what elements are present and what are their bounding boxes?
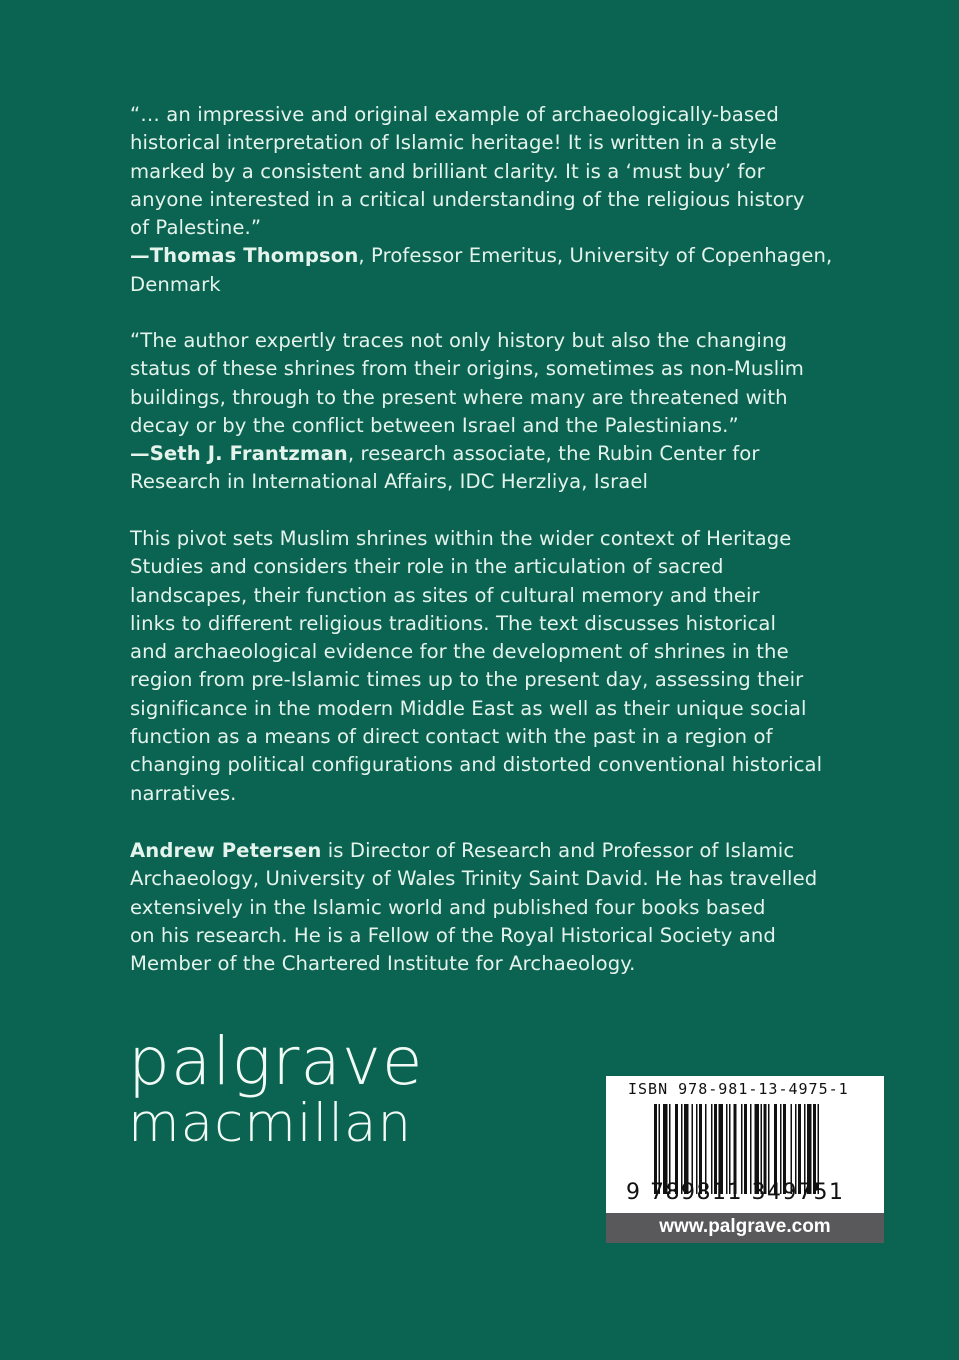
description-line: This pivot sets Muslim shrines within the wider context of Heritage [130,527,792,550]
publisher-website: www.palgrave.com [606,1213,884,1243]
description-line: links to different religious traditions. The text discusses historical [130,611,777,635]
bio-line: Member of the Chartered Institute for Archaeology. [130,952,636,976]
quote-affiliation: , research associate, the Rubin Center for [347,442,760,466]
quote-line: historical interpretation of Islamic heritage! It is written in a style [130,131,777,155]
quote-line: “The author expertly traces not only history but also the changing [130,329,788,352]
bio-line: is Director of Research and Professor of Islamic [321,839,795,862]
quote-affiliation: , Professor Emeritus, University of Copenhagen, [358,244,833,268]
description-line: landscapes, their function as sites of cultural memory and their [130,583,760,607]
quote-line: of Palestine.” [130,216,262,240]
bio-line: on his research. He is a Fellow of the Royal Historical Society and [130,923,776,947]
bio-line: extensively in the Islamic world and published four books based [130,895,766,919]
bio-line: Archaeology, University of Wales Trinity Saint David. He has travelled [130,867,818,891]
author-bio [130,837,817,978]
quote-line: marked by a consistent and brilliant clarity. It is a ‘must buy’ for [130,159,765,183]
isbn-label: ISBN 978-981-13-4975-1 [628,1080,849,1098]
quote-line: status of these shrines from their origins, sometimes as non-Muslim [130,357,804,381]
publisher-logo-macmillan: macmillan [128,1093,413,1154]
author-name: Andrew Petersen [130,839,322,862]
isbn-barcode [606,1076,884,1213]
quote-2 [130,327,804,497]
barcode-digits: 9 789811 349751 [626,1180,845,1205]
quote-affiliation-cont: Denmark [130,272,221,296]
description-line: changing political configurations and distorted conventional historical [130,753,823,777]
quote-affiliation-cont: Research in International Affairs, IDC Herzliya, Israel [130,470,649,494]
description [130,525,822,808]
quote-1 [130,101,832,299]
description-line: region from pre-Islamic times up to the present day, assessing their [130,668,804,692]
quote-line: “… an impressive and original example of archaeologically-based [130,103,779,126]
description-line: narratives. [130,781,237,805]
quote-author: —Seth J. Frantzman [130,442,348,466]
description-line: function as a means of direct contact with the past in a region of [130,725,773,749]
publisher-logo-palgrave: palgrave [128,1023,424,1100]
description-line: and archaeological evidence for the development of shrines in the [130,640,789,664]
quote-line: buildings, through to the present where many are threatened with [130,385,788,409]
description-line: significance in the modern Middle East as well as their unique social [130,696,807,720]
description-line: Studies and considers their role in the articulation of sacred [130,555,724,579]
quote-line: anyone interested in a critical understanding of the religious history [130,187,805,211]
quote-line: decay or by the conflict between Israel and the Palestinians.” [130,413,739,437]
quote-author: —Thomas Thompson [130,244,359,268]
